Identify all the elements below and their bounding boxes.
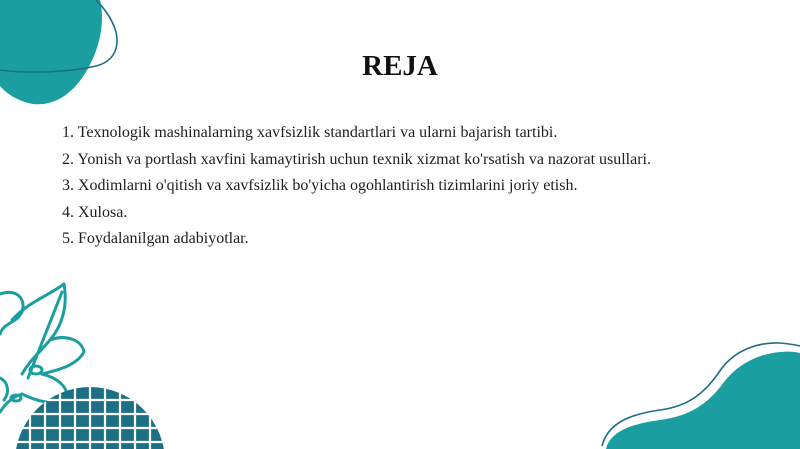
teal-wave-bottom-right (598, 340, 800, 449)
agenda-item: 1. Texnologik mashinalarning xavfsizlik standartlari va ularni bajarish tartibi. (62, 124, 558, 141)
agenda-list (62, 120, 762, 253)
agenda-item: 4. Xulosa. (62, 203, 128, 221)
leaf-decoration-bottom-left (0, 282, 180, 449)
agenda-item: 3. Xodimlarni o'qitish va xavfsizlik bo'yicha ogohlantirish tizimlarini joriy etish. (62, 177, 578, 194)
agenda-item: 5. Foydalanilgan adabiyotlar. (62, 230, 249, 247)
agenda-item: 2. Yonish va portlash xavfini kamaytirish uchun texnik xizmat ko'rsatish va nazorat usullari. (62, 150, 651, 168)
slide-title: REJA (362, 50, 438, 82)
